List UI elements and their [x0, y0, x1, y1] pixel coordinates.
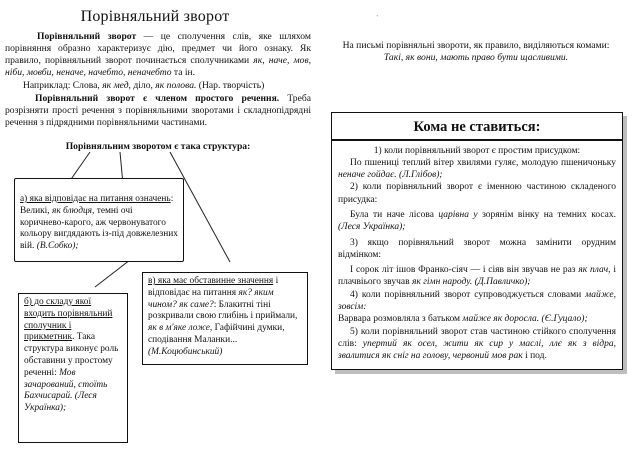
callout-c-text: і відповідає на питання [148, 276, 279, 298]
no-comma-list [332, 141, 622, 363]
rule-1-example-italic: неначе гойдає. (Л.Глібов); [338, 170, 443, 181]
callout-b-italic: Мов зачарований, стоїть Бахчисарай. (Леся Українка); [24, 367, 108, 414]
rule-3-example-italic2: як гімн народу. (Д.Павличко); [411, 277, 531, 288]
callout-a-italic: як блюдця [51, 205, 93, 216]
callout-c-heading: в) яка має обставинне значення [148, 276, 274, 286]
rule-4-example [338, 313, 616, 325]
example-italic-1: як мед, [102, 80, 131, 91]
callout-c-text2: Блакитні тіні розкривали свою глибінь і приймали, [148, 299, 298, 322]
callout-c [142, 272, 308, 365]
rule-2-example-italic: царівна у [438, 209, 478, 220]
member-text: Треба розрізняти прості речення з порівняльними зворотами і складнопідрядні речення з підрядними порівняльними частинами. [5, 93, 312, 128]
rule-4-italic: майже, зовсім: [338, 289, 616, 313]
rule-4-example-text: Варвара розмовляла з батьком [338, 314, 463, 325]
callout-c-italic: як в м'яке ложе, [148, 323, 213, 334]
rule-4 [338, 289, 616, 314]
commas-rule-example: Такі, як вони, мають право бути щасливими. [383, 52, 569, 63]
definition-tail: та ін. [171, 67, 196, 78]
conjunctions-list: як, наче, мов, ніби, мовби, неначе, начебто, неначебто [5, 55, 312, 78]
callout-b-text: . Така структура виконує роль обставини у простому реченні: [24, 332, 119, 378]
no-comma-box [331, 112, 623, 370]
rule-5-italic: упертий як осел, жити як сир у маслі, ллє як з відра, звалитися як сніг на голову, червоний мов рак [338, 338, 616, 362]
example-italic-2: як полова. [155, 80, 197, 91]
term-bold: Порівняльний зворот [37, 31, 137, 42]
rule-5-tail: і под. [522, 351, 547, 362]
rule-4-text: 4) коли порівняльний зворот супроводжується словами [350, 289, 586, 300]
callout-b [18, 293, 128, 443]
stray-mark: ` [376, 14, 379, 23]
member-bold: Порівняльний зворот є членом простого речення. [35, 93, 280, 104]
rule-3-example-text2: і плачвіього звучав [338, 265, 616, 288]
page-title: Порівняльний зворот [80, 8, 230, 25]
commas-rule [320, 40, 632, 64]
rule-1-example [338, 157, 616, 182]
example-mid: діло, [130, 80, 156, 91]
structure-heading: Порівняльним зворотом є така структура: [65, 141, 251, 152]
callout-a [14, 178, 184, 262]
rule-2: 2) коли порівняльний зворот є іменною частиною складеного присудка: [338, 182, 616, 205]
commas-rule-text: На письмі порівняльні звороти, як правило, виділяються комами: [342, 40, 610, 51]
rule-4-example-italic: майже як доросла. (Є.Гуцало); [462, 314, 588, 325]
rule-1: 1) коли порівняльний зворот є простим присудком: [373, 145, 581, 156]
callout-a-heading: а) яка відповідає на питання означень [20, 194, 171, 204]
example-source: (Нар. творчість) [196, 80, 265, 91]
callout-c-colon: : [213, 299, 217, 310]
rule-2-example [338, 209, 616, 234]
rule-3-example-text: І сорок літ ішов Франко-сіяч — і сіяв він звучав не раз [350, 265, 579, 276]
callout-a-text2: , темні очі коричнево-карого, аж червонуватого кольору вигдядають із-під довжелезних вій. [20, 205, 178, 252]
callout-b-heading: б) до складу якої входить порівняльний сполучник і прикметник [24, 297, 113, 343]
rule-2-example-text2: зорянім вінку на темних косах. [477, 209, 617, 220]
rule-2-example-source: (Леся Українка); [338, 222, 406, 233]
rule-1-example-text: По пшениці теплий вітер хвилями гуляє, молодую пшеничоньку [350, 157, 616, 168]
no-comma-title: Кома не ставиться: [413, 119, 541, 135]
callout-a-text: : Великі, [20, 194, 174, 216]
definition-text: — це сполучення слів, яке шляхом порівняння образно характеризує дію, предмет чи його ознаку. Як правило, порівняльний зворот починається сполучниками [5, 31, 311, 66]
rule-5-text: 5) коли порівняльний зворот став частиною стійкого сполучення слів: [338, 326, 616, 349]
callout-c-source: (М.Коцюбинський) [148, 346, 223, 357]
callout-c-question: як? яким чином? як саме? [148, 287, 274, 310]
rule-5 [338, 326, 616, 363]
rule-3: 3) якщо порівняльний зворот можна замінити орудним відмінком: [338, 237, 616, 260]
example-lead: Наприклад: Слова, [23, 80, 103, 91]
callout-a-source: (В.Собко); [36, 241, 79, 252]
callout-c-text3: Гафійчині думки, сподівання Маланки... [148, 323, 285, 345]
rule-3-example-italic: як плач, [578, 265, 611, 276]
rule-2-example-text: Була ти наче лісова [350, 209, 439, 220]
rule-3-example [338, 264, 616, 289]
